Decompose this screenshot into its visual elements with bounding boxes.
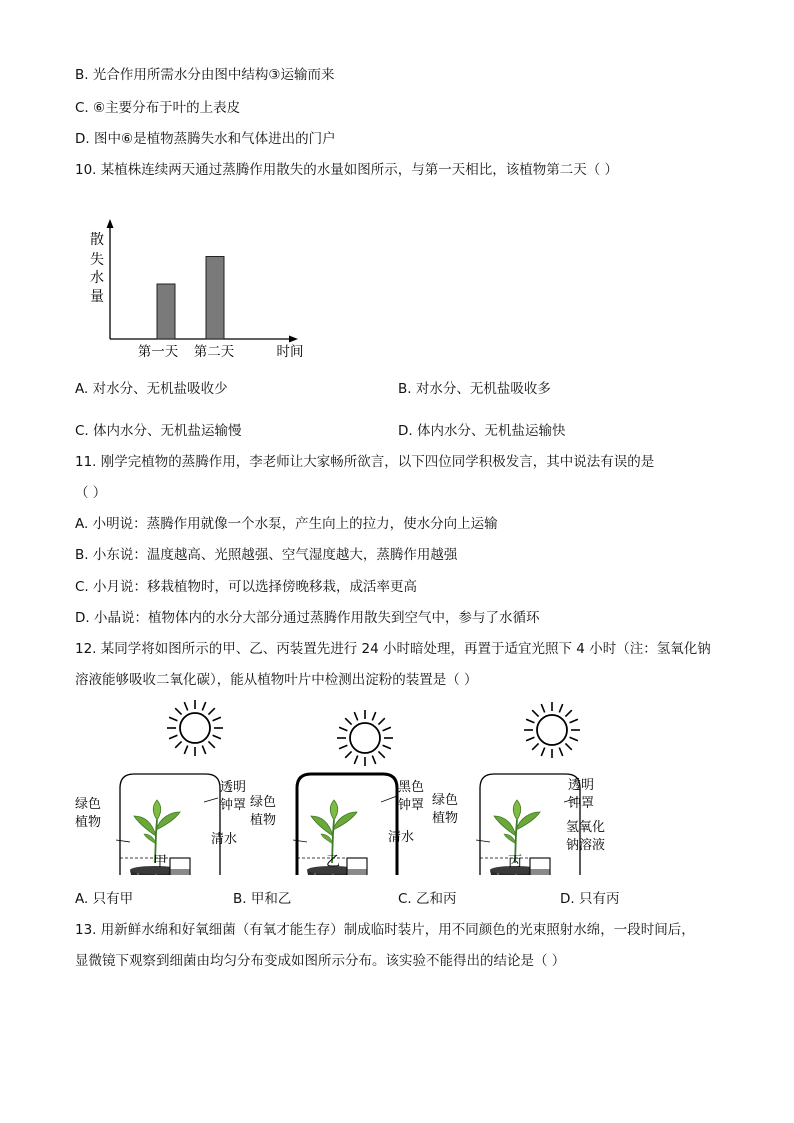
chart-category-label: 第二天 xyxy=(193,344,235,360)
sun-icon xyxy=(167,700,223,756)
label-plant: 绿色 xyxy=(432,793,459,808)
q10-option-d: D. 体内水分、无机盐运输快 xyxy=(398,423,566,439)
q12-option-b: B. 甲和乙 xyxy=(233,891,292,907)
q10-option-b: B. 对水分、无机盐吸收多 xyxy=(398,381,551,397)
label-liquid: 清水 xyxy=(211,832,238,847)
setup-yi xyxy=(293,774,401,875)
q11-option-d: D. 小晶说：植物体内的水分大部分通过蒸腾作用散失到空气中，参与了水循环 xyxy=(75,610,540,626)
q12-stem-line2: 溶液能够吸收二氧化碳），能从植物叶片中检测出淀粉的装置是（ ） xyxy=(75,672,478,688)
label-liquid: 氢氧化 xyxy=(566,820,606,835)
label-liquid: 清水 xyxy=(388,830,415,845)
q9-option-c: C. ⑥主要分布于叶的上表皮 xyxy=(75,100,241,116)
label-cover: 钟罩 xyxy=(220,798,247,813)
chart-bar-第一天 xyxy=(157,284,175,339)
chart-x-arrow xyxy=(289,336,298,343)
setup-name: 丙 xyxy=(508,854,522,870)
q10-option-a: A. 对水分、无机盐吸收少 xyxy=(75,381,228,397)
q12-option-c: C. 乙和丙 xyxy=(398,891,457,907)
setup-name: 乙 xyxy=(326,854,340,870)
q10-stem: 10. 某植株连续两天通过蒸腾作用散失的水量如图所示，与第一天相比，该植物第二天（ ） xyxy=(75,162,619,178)
q12-stem-line1: 12. 某同学将如图所示的甲、乙、丙装置先进行 24 小时暗处理，再置于适宜光照下 4 小时（注：氢氧化钠 xyxy=(75,641,711,657)
label-liquid: 钠溶液 xyxy=(566,838,606,853)
q12-option-d: D. 只有丙 xyxy=(560,891,620,907)
chart-y-arrow xyxy=(107,219,114,228)
q11-stem: 11. 刚学完植物的蒸腾作用，李老师让大家畅所欲言，以下四位同学积极发言，其中说法有误的是 xyxy=(75,454,655,470)
q10-bar-chart xyxy=(80,215,320,365)
q12-experiment-diagram xyxy=(60,700,640,875)
beaker xyxy=(530,858,550,875)
q9-option-d: D. 图中⑥是植物蒸腾失水和气体进出的门户 xyxy=(75,131,336,147)
chart-bar-第二天 xyxy=(206,257,224,340)
sun-icon xyxy=(524,702,580,758)
label-cover: 钟罩 xyxy=(568,796,595,811)
sun-icon xyxy=(337,710,393,766)
chart-category-label: 第一天 xyxy=(137,344,179,360)
label-cover: 透明 xyxy=(220,780,247,795)
setup-name: 甲 xyxy=(153,854,167,870)
label-plant: 植物 xyxy=(75,815,102,830)
label-plant: 绿色 xyxy=(75,797,102,812)
q10-option-c: C. 体内水分、无机盐运输慢 xyxy=(75,423,242,439)
q11-option-b: B. 小东说：温度越高、光照越强、空气湿度越大，蒸腾作用越强 xyxy=(75,547,458,563)
q12-option-a: A. 只有甲 xyxy=(75,891,134,907)
label-plant: 植物 xyxy=(432,811,459,826)
q13-stem-line2: 显微镜下观察到细菌由均匀分布变成如图所示分布。该实验不能得出的结论是（ ） xyxy=(75,953,566,969)
label-plant: 绿色 xyxy=(250,795,277,810)
q11-bracket: （ ） xyxy=(75,485,107,501)
chart-ylabel-char: 量 xyxy=(90,289,104,305)
chart-xlabel: 时间 xyxy=(276,344,304,360)
label-cover: 黑色 xyxy=(398,780,425,795)
q9-option-b: B. 光合作用所需水分由图中结构③运输而来 xyxy=(75,67,335,83)
q11-option-a: A. 小明说：蒸腾作用就像一个水泵，产生向上的拉力，使水分向上运输 xyxy=(75,516,498,532)
chart-ylabel-char: 水 xyxy=(90,270,104,286)
q13-stem-line1: 13. 用新鲜水绵和好氧细菌（有氧才能生存）制成临时装片，用不同颜色的光束照射水绵，一段时间后， xyxy=(75,922,695,938)
label-cover: 透明 xyxy=(568,778,595,793)
setup-jia xyxy=(116,774,224,875)
q11-option-c: C. 小月说：移栽植物时，可以选择傍晚移栽，成活率更高 xyxy=(75,579,418,595)
label-plant: 植物 xyxy=(250,813,277,828)
label-cover: 钟罩 xyxy=(398,798,425,813)
chart-ylabel-char: 失 xyxy=(90,252,104,268)
beaker xyxy=(347,858,367,875)
chart-ylabel-char: 散 xyxy=(90,232,104,248)
beaker xyxy=(170,858,190,875)
